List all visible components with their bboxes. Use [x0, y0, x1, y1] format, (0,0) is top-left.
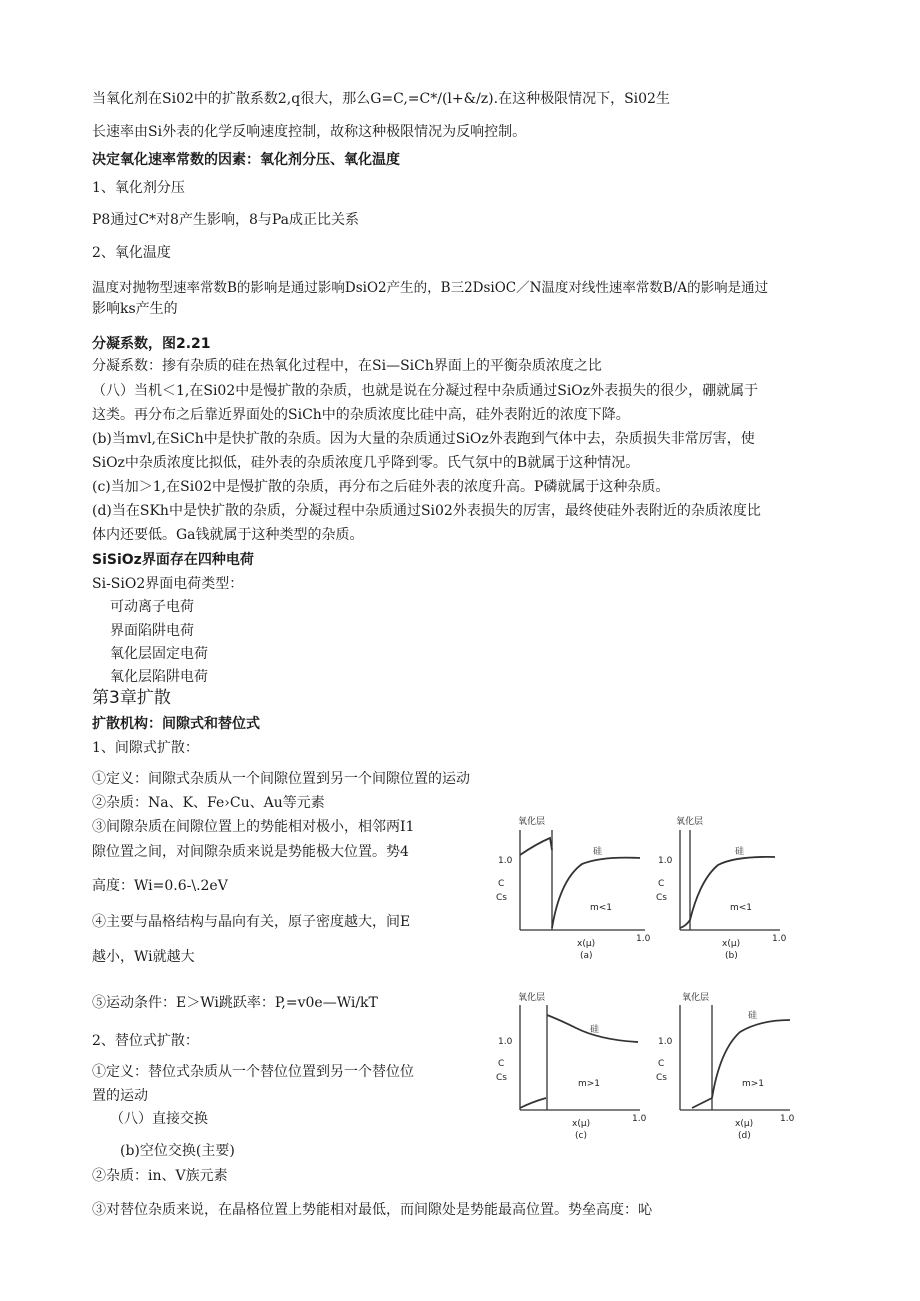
y-tick-label: 1.0 [658, 1037, 673, 1047]
panel-caption: (d) [738, 1131, 751, 1141]
text-line: 高度：Wi=0.6-\.2eV [92, 878, 228, 894]
text-line: 长速率由Si外表的化学反响速度控制，故称这种极限情况为反响控制。 [92, 124, 527, 140]
text-line: 隙位置之间，对间隙杂质来说是势能极大位置。势4 [92, 844, 409, 860]
oxide-label: 氧化层 [682, 993, 710, 1003]
text-line: 2、替位式扩散： [92, 1033, 199, 1049]
x-tick-label: 1.0 [780, 1114, 795, 1124]
text-line: 置的运动 [92, 1088, 148, 1104]
text-line: 体内还要低。Ga钱就属于这种类型的杂质。 [92, 527, 364, 543]
section-heading: SiSiOz界面存在四种电荷 [92, 552, 254, 568]
oxide-label: 氧化层 [518, 993, 546, 1003]
segregation-m-label: m>1 [742, 1079, 765, 1089]
charge-item: 界面陷阱电荷 [110, 623, 194, 639]
text-line: 分凝系数：掺有杂质的硅在热氧化过程中，在Si—SiCh界面上的平衡杂质浓度之比 [92, 358, 602, 374]
silicon-label: 硅 [735, 847, 745, 857]
x-tick-label: 1.0 [636, 934, 651, 944]
oxide-label: 氧化层 [518, 817, 546, 827]
panel-b [680, 830, 780, 930]
section-heading: 扩散机构：间隙式和替位式 [92, 716, 260, 732]
y-axis-label: C [658, 1059, 665, 1069]
text-line: ②杂质：in、V族元素 [92, 1168, 228, 1184]
text-line: (c)当加＞1,在Si02中是慢扩散的杂质，再分布之后硅外表的浓度升高。P磷就属于这种杂质。 [92, 479, 670, 495]
text-line: ③间隙杂质在间隙位置上的势能相对极小，相邻两I1 [92, 819, 415, 835]
x-tick-label: 1.0 [772, 934, 787, 944]
section-heading: 分凝系数，图2.21 [92, 336, 211, 352]
y-axis-label: C [658, 879, 665, 889]
segregation-figure [480, 810, 820, 1170]
oxide-label: 氧化层 [676, 817, 704, 827]
text-line: 这类。再分布之后靠近界面处的SiCh中的杂质浓度比硅中高，硅外表附近的浓度下降。 [92, 407, 630, 423]
text-line: Si-SiO2界面电荷类型： [92, 576, 244, 592]
silicon-label: 硅 [590, 1025, 600, 1035]
text-line: （八）当机＜1,在Si02中是慢扩散的杂质，也就是说在分凝过程中杂质通过SiOz外表损失的很少，硼就属于 [92, 383, 759, 399]
panel-a [520, 830, 645, 930]
text-line: (b)空位交换(主要) [120, 1143, 235, 1159]
segregation-m-label: m<1 [590, 903, 613, 913]
x-tick-label: 1.0 [632, 1114, 647, 1124]
y-axis-label: C [498, 879, 505, 889]
text-line: P8通过C*对8产生影响，8与Pa成正比关系 [92, 212, 359, 228]
silicon-label: 硅 [593, 847, 603, 857]
x-axis-label: x(μ) [572, 1119, 591, 1129]
text-line: (b)当mvl,在SiCh中是快扩散的杂质。因为大量的杂质通过SiOz外表跑到气体中去，杂质损失非常厉害，使 [92, 431, 755, 447]
text-line: ①定义：替位式杂质从一个替位位置到另一个替位位 [92, 1064, 414, 1080]
y-axis-label: Cs [496, 893, 507, 903]
x-axis-label: x(μ) [722, 939, 741, 949]
text-line: （八）直接交换 [110, 1111, 208, 1127]
charge-item: 氧化层陷阱电荷 [110, 669, 208, 685]
panel-d [680, 1005, 790, 1110]
text-line: ③对替位杂质来说，在晶格位置上势能相对最低，而间隙处是势能最高位置。势垒高度：吣 [92, 1202, 652, 1218]
y-tick-label: 1.0 [498, 856, 513, 866]
section-heading: 决定氧化速率常数的因素：氧化剂分压、氧化温度 [92, 152, 400, 168]
text-line: (d)当在SKh中是快扩散的杂质，分凝过程中杂质通过Si02外表损失的厉害，最终使硅外表附近的杂质浓度比 [92, 503, 761, 519]
text-line: ②杂质：Na、K、Fe›Cu、Au等元素 [92, 795, 325, 811]
text-line: 越小，Wi就越大 [92, 949, 195, 965]
segregation-m-label: m<1 [730, 903, 753, 913]
y-axis-label: Cs [656, 1073, 667, 1083]
text-line: 2、氧化温度 [92, 245, 171, 261]
panel-c [520, 1005, 640, 1110]
text-line: 当氧化剂在Si02中的扩散系数2,q很大，那么G=C,=C*/(l+&/z).在这种极限情况下，Si02生 [92, 91, 670, 107]
x-axis-label: x(μ) [577, 939, 596, 949]
y-axis-label: Cs [656, 893, 667, 903]
panel-caption: (c) [575, 1131, 587, 1141]
text-line: 1、间隙式扩散： [92, 740, 199, 756]
charge-item: 可动离子电荷 [110, 599, 194, 615]
text-line: SiOz中杂质浓度比拟低，硅外表的杂质浓度几乎降到零。氏气氛中的B就属于这种情况。 [92, 455, 640, 471]
segregation-m-label: m>1 [578, 1079, 601, 1089]
text-line: ④主要与晶格结构与晶向有关，原子密度越大，间E [92, 914, 411, 930]
text-line: 影响ks产生的 [92, 301, 178, 317]
text-line: ⑤运动条件：E＞Wi跳跃率：P,=v0e—Wi/kT [92, 995, 378, 1011]
y-axis-label: C [498, 1059, 505, 1069]
text-line: 1、氧化剂分压 [92, 180, 185, 196]
y-axis-label: Cs [496, 1073, 507, 1083]
chapter-title: 第3章扩散 [92, 688, 171, 708]
silicon-label: 硅 [748, 1011, 758, 1021]
text-line: 温度对抛物型速率常数B的影响是通过影响DsiO2产生的，B三2DsiOC／N温度对线性速率常数B/A的影响是通过 [92, 280, 769, 296]
x-axis-label: x(μ) [735, 1119, 754, 1129]
text-line: ①定义：间隙式杂质从一个间隙位置到另一个间隙位置的运动 [92, 771, 470, 787]
y-tick-label: 1.0 [658, 856, 673, 866]
y-tick-label: 1.0 [498, 1037, 513, 1047]
charge-item: 氧化层固定电荷 [110, 646, 208, 662]
panel-caption: (b) [725, 951, 738, 961]
panel-caption: (a) [580, 951, 593, 961]
